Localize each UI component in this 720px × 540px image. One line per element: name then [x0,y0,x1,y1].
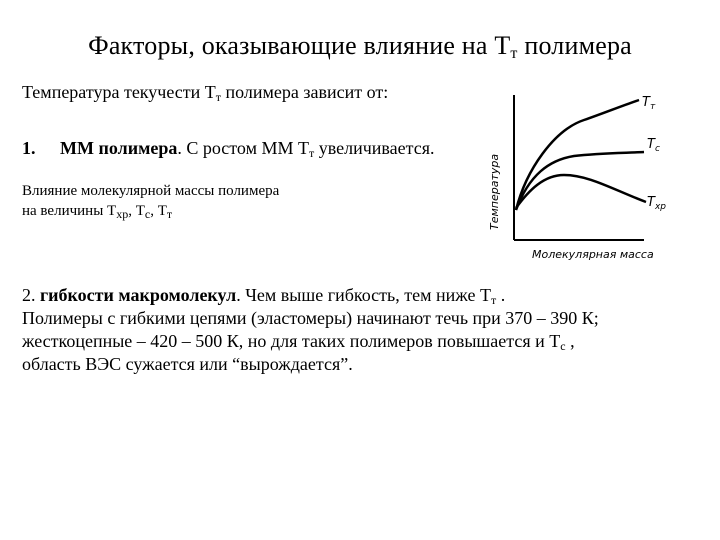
para-line-1: Полимеры с гибкими цепями (эластомеры) начинают течь при 370 – 390 К; [22,308,599,328]
intro-subscript: т [215,90,222,104]
factor-2-tail: . [496,285,506,305]
caption-mid-1: , Т [128,203,145,219]
caption-line-2 [22,202,172,224]
curve-txr [516,175,646,208]
para-line-2-tail: , [565,331,575,351]
label-tc: $Т_с$ [647,137,660,154]
title-subscript: т [510,45,518,62]
slide-title [0,30,720,70]
x-axis-label: Молекулярная масса [532,248,654,261]
factor-1-tail: увеличивается. [314,138,435,158]
intro-tail: полимера зависит от: [221,82,389,102]
title-text: Факторы, оказывающие влияние на Т [88,31,511,60]
title-tail: полимера [517,31,632,60]
y-axis-label: Температура [488,153,501,230]
intro-text: Температура текучести Т [22,82,216,102]
intro-line [22,81,388,108]
label-tt: $Т_т$ [642,95,656,112]
caption-sub-t: т [166,207,173,221]
caption-sub-xr: хр [116,207,129,221]
caption-sub-c: с [144,207,151,221]
factor-2-text: . Чем выше гибкость, тем ниже Т [236,285,491,305]
factor-2-number: 2. [22,285,36,305]
caption-text: на величины Т [22,203,117,219]
para-line-2-text: жесткоцепные – 420 – 500 К, но для таких полимеров повышается и Т [22,331,561,351]
curve-tc [516,152,644,210]
label-txr: $Т_{хр}$ [647,195,666,212]
temperature-vs-mass-figure [484,90,684,270]
para-line-3: область ВЭС сужается или “вырождается”. [22,354,353,374]
para-line-2-subscript: с [560,339,566,353]
factor-2-subscript: т [490,293,497,307]
factor-1-subscript: т [308,146,315,160]
caption-line-1: Влияние молекулярной массы полимера [22,183,280,199]
factor-1-bold: ММ полимера [60,138,178,158]
caption-mid-2: , Т [150,203,167,219]
factor-2-bold: гибкости макромолекул [40,285,237,305]
figure-svg [484,90,684,270]
factor-1-line [22,137,435,164]
factor-1-number: 1. [22,138,36,158]
factor-1-text: . С ростом ММ Т [177,138,309,158]
